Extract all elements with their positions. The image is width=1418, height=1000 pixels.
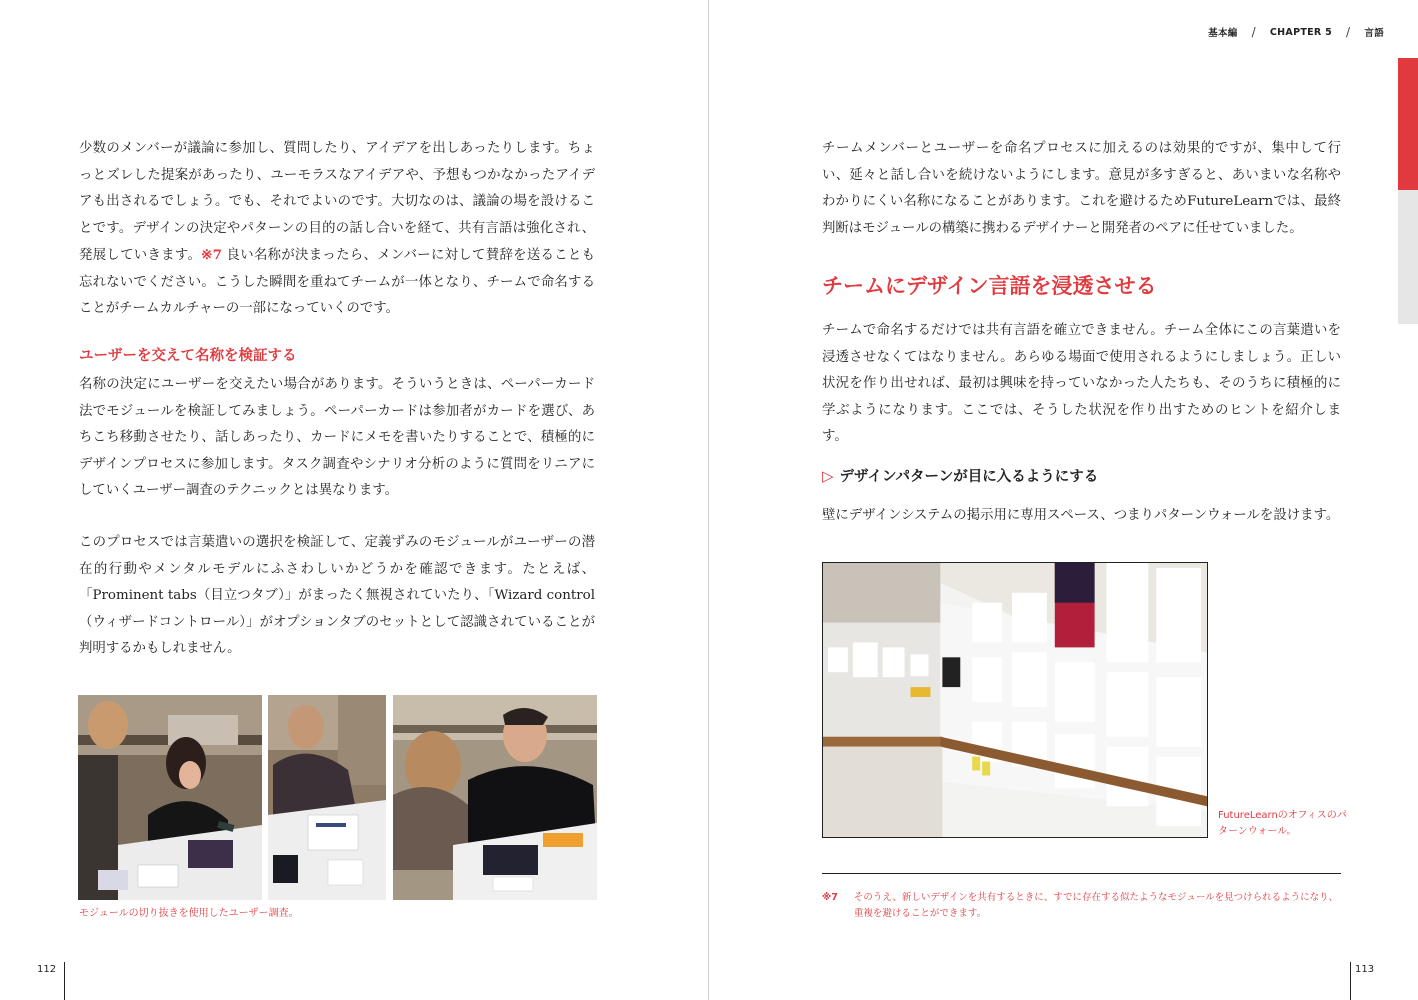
footnote-ref-7[interactable]: ※7 (201, 247, 222, 263)
running-header (1208, 25, 1384, 39)
intro-text-after-ref: 良い名称が決まったら、メンバーに対して賛辞を送ることも忘れないでください。こうした瞬間を重ねてチームが一体となり、チームで命名することがチームカルチャーの一部になっていくのです。 (79, 248, 595, 316)
intro-paragraph (79, 136, 595, 323)
chapter-index-tab-gray (1398, 190, 1418, 324)
play-triangle-icon: ▷ (822, 466, 834, 485)
pattern-wall-photo (822, 562, 1208, 838)
section-heading-user-validation: ユーザーを交えて名称を検証する (79, 348, 297, 364)
chapter-index-tab-red (1398, 58, 1418, 190)
header-separator: / (1251, 25, 1256, 39)
page-number-left: 112 (37, 964, 57, 975)
user-research-photo-2 (268, 695, 386, 900)
naming-process-paragraph: チームメンバーとユーザーを命名プロセスに加えるのは効果的ですが、集中して行い、延々と話し合いを続けないようにします。意見が多すぎると、あいまいな名称やわかりにくい名称になることがあります。これを避けるためFutureLearnでは、最終判断はモジュールの構築に携わるデザイナーと開発者のペアに任せていました。 (822, 141, 1341, 236)
header-topic: 言語 (1364, 28, 1384, 39)
header-separator: / (1346, 25, 1351, 39)
pattern-wall-caption (1218, 808, 1348, 840)
subheading-pattern-visibility (822, 465, 1098, 486)
language-adoption-paragraph: チームで命名するだけでは共有言語を確立できません。チーム全体にこの言葉遣いを浸透させなくてはなりません。あらゆる場面で使用されるようにしましょう。正しい状況を作り出せれば、最初は興味を持っていなかった人たちも、そのうちに積極的に学ぶようになります。ここでは、そうした状況を作り出すためのヒントを紹介します。 (822, 323, 1341, 444)
intro-text-before-ref: 少数のメンバーが議論に参加し、質問したり、アイデアを出しあったりします。ちょっとズレした提案があったり、ユーモラスなアイデアや、予想もつかなかったアイデアも出されるでしょう。でも、それでよいのです。大切なのは、議論の場を設けることです。デザインの決定やパターンの目的の話し合いを経て、共有言語は強化され、発展していきます。 (79, 141, 595, 263)
user-research-photo-1 (78, 695, 262, 900)
subheading-text: デザインパターンが目に入るようにする (839, 469, 1099, 485)
pattern-wall-caption-text: FutureLearnのオフィスのパターンウォール。 (1218, 810, 1347, 837)
pattern-wall-paragraph: 壁にデザインシステムの掲示用に専用スペース、つまりパターンウォールを設けます。 (822, 508, 1340, 523)
footnote-text: そのうえ、新しいデザインを共有するときに、すでに存在する似たようなモジュールを見つけられるようになり、重複を避けることができます。 (853, 892, 1339, 919)
left-page (0, 0, 708, 1000)
footnote-7 (822, 890, 1341, 922)
header-chapter: CHAPTER 5 (1269, 26, 1333, 38)
paper-card-paragraph: 名称の決定にユーザーを交えたい場合があります。そういうときは、ペーパーカード法でモジュールを検証してみましょう。ペーパーカードは参加者がカードを選び、あちこち移動させたり、話しあったり、カードにメモを書いたりすることで、積極的にデザインプロセスに参加します。タスク調査やシナリオ分析のように質問をリニアにしていくユーザー調査のテクニックとは異なります。 (79, 377, 595, 498)
footnote-mark: ※7 (822, 892, 838, 903)
page-number-right: 113 (1355, 964, 1375, 975)
right-page (709, 0, 1418, 1000)
folio-rule-left (64, 962, 65, 1000)
folio-rule-right (1350, 962, 1351, 1000)
section-heading-language-adoption: チームにデザイン言語を浸透させる (822, 274, 1157, 298)
wording-validation-paragraph: このプロセスでは言葉遣いの選択を検証して、定義ずみのモジュールがユーザーの潜在的行動やメンタルモデルにふさわしいかどうかを確認できます。たとえば、「Prominent tabs（目立つタブ）」がまったく無視されていたり、「Wizard control（ウィザードコントロール）」がオプションタブのセットとして認識されていることが判明するかもしれません。 (79, 535, 595, 656)
user-research-photo-3 (393, 695, 597, 900)
header-part: 基本編 (1208, 28, 1238, 39)
footnote-rule (822, 873, 1341, 874)
left-photo-caption: モジュールの切り抜きを使用したユーザー調査。 (79, 908, 299, 919)
